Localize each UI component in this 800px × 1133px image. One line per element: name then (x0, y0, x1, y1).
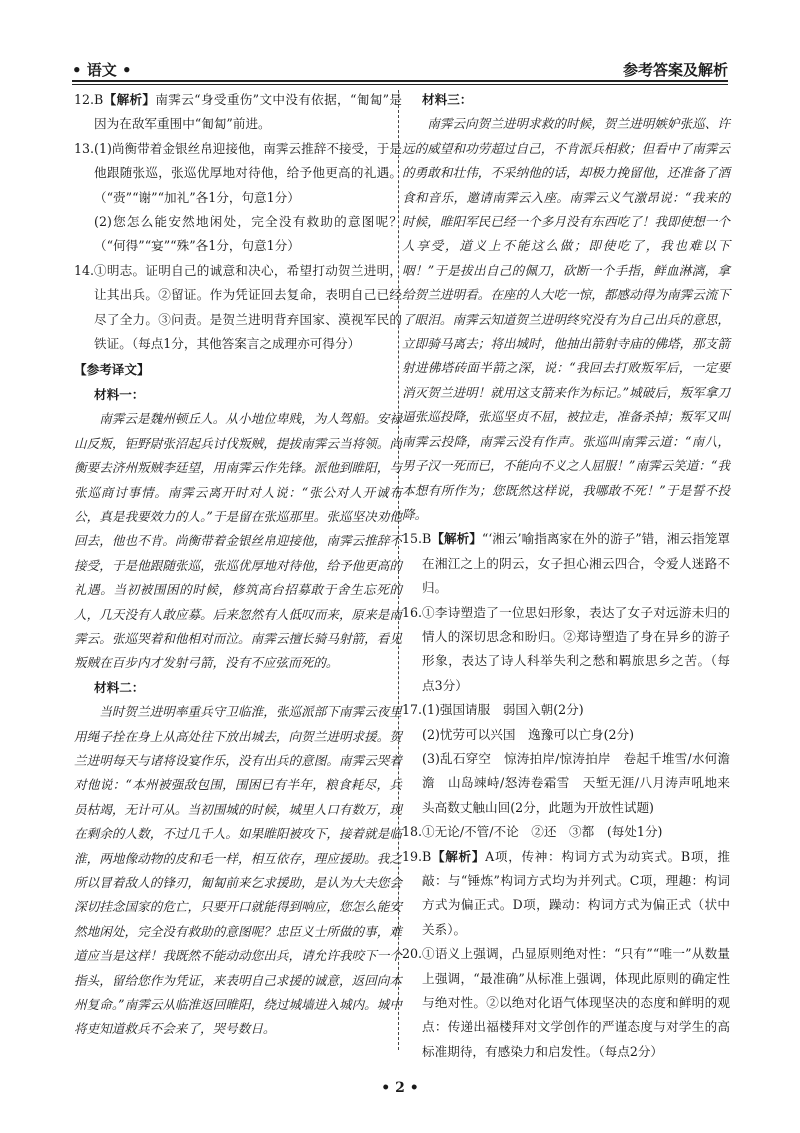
answer-letter: B (422, 848, 432, 864)
question-number: 13. (74, 140, 95, 156)
question-12 (74, 88, 402, 137)
answer-text: “‘湘云’喻指离家在外的游子”错，湘云指笼罩在湘江之上的阴云，女子担心湘云四合，令爱人迷路不归。 (422, 531, 730, 596)
answer-part-1: (1)尚衡带着金银丝帛迎接他，南霁云推辞不接受，于是他跟随张巡，张巡优厚地对待他，给予他更高的礼遇。（“赍”“谢”“加礼”各1分，句意1分） (94, 140, 402, 205)
answer-part-2: (2)您怎么能安然地闲处，完全没有救助的意图呢？（“何得”“宴”“殊”各1分，句意1分） (94, 214, 402, 254)
question-number: 14. (74, 262, 95, 278)
answer-text: 南霁云“身受重伤”文中没有依据，“匍匐”是因为在敌军重围中“匍匐”前进。 (94, 92, 402, 132)
question-number: 17. (402, 702, 423, 718)
material-1-title: 材料一： (94, 386, 145, 402)
page-number: • 2 • (381, 1080, 419, 1096)
question-number: 15. (402, 531, 423, 547)
question-14 (74, 259, 402, 357)
answer-text: ①无论/不管/不论 ②还 ③都 (每处1分) (422, 824, 663, 840)
answer-text: ①明志。证明自己的诚意和决心，希望打动贺兰进明，让其出兵。②留证。作为凭证回去复命，表明自己已经尽了全力。③问责。是贺兰进明背弃国家、漠视军民的铁证。（每点1分，其他答案言之成理亦可得分） (94, 262, 402, 352)
right-column (402, 88, 743, 1064)
analysis-tag: 【解析】 (103, 92, 156, 107)
answer-text: A项，传神：构词方式为动宾式。B项，推敲：与“锤炼”构词方式均为并列式。C项，理趣：构词方式为偏正式。D项，躁动：构词方式为偏正式（状中关系）。 (422, 848, 730, 937)
header-rule (72, 80, 728, 85)
material-3-title: 材料三： (422, 92, 473, 107)
question-18 (402, 820, 730, 844)
answer-letter: B (94, 92, 104, 107)
answer-letter: B (422, 531, 432, 547)
analysis-tag: 【解析】 (431, 531, 482, 547)
question-number: 12. (74, 92, 95, 107)
analysis-tag: 【解析】 (431, 848, 486, 864)
answer-part-3: (3)乱石穿空 惊涛拍岸/惊涛拍岸 卷起千堆雪/水何澹澹 山岛竦峙/怒涛卷霜雪 天堑无涯/八月涛声吼地来 头高数丈触山回(2分，此题为开放性试题) (422, 750, 743, 815)
translation-heading: 【参考译文】 (74, 362, 150, 378)
question-16 (402, 601, 730, 699)
question-13 (74, 137, 402, 259)
page-header (72, 52, 728, 80)
material-3-text: 南霁云向贺兰进明求救的时候，贺兰进明嫉妒张巡、许远的威望和功劳超过自己，不肯派兵相救；但看中了南霁云的勇敢和壮伟，不采纳他的话，却极力挽留他，还准备了酒食和音乐，邀请南霁云入座。南霁云义气激昂说：“我来的时候，睢阳军民已经一个多月没有东西吃了！我即使想一个人享受，道义上不能这么做；即使吃了，我也难以下咽！”于是拔出自己的佩刀，砍断一个手指，鲜血淋漓，拿给贺兰进明看。在座的人大吃一惊，都感动得为南霁云流下了眼泪。南霁云知道贺兰进明终究没有为自己出兵的意思，立即骑马离去；将出城时，他抽出箭射寺庙的佛塔，那支箭射进佛塔砖面半箭之深，说：“我回去打败叛军后，一定要消灭贺兰进明！就用这支箭来作为标记。”城破后，叛军拿刀逼张巡投降，张巡坚贞不屈，被拉走，准备杀掉；叛军又叫南霁云投降，南霁云没有作声。张巡叫南霁云道：“南八，男子汉一死而已，不能向不义之人屈服！”南霁云笑道：“我本想有所作为；您既然这样说，我哪敢不死！”于是誓不投降。 (402, 116, 730, 522)
answer-part-2: (2)忧劳可以兴国 逸豫可以亡身(2分) (422, 726, 635, 742)
question-number: 16. (402, 604, 423, 620)
question-number: 19. (402, 848, 423, 864)
answer-text: ①语义上强调，凸显原则绝对性：“只有”“唯一”从数量上强调，“最准确”从标准上强调，体现此原则的确定性与绝对性。②以绝对化语气体现坚决的态度和鲜明的观点：传递出福楼拜对文学创作的严谨态度与对学生的高标准期待，有感染力和启发性。（每点2分） (422, 946, 730, 1059)
question-19 (402, 845, 730, 943)
subject-label: • 语文 • (72, 61, 132, 79)
answer-part-1: (1)强国请服 弱国入朝(2分) (422, 702, 584, 718)
material-2-title: 材料二： (94, 679, 145, 695)
question-15 (402, 527, 730, 600)
question-number: 20. (402, 946, 423, 962)
question-number: 18. (402, 824, 423, 840)
question-20 (402, 942, 730, 1064)
material-2-text: 当时贺兰进明率重兵守卫临淮，张巡派部下南霁云夜里用绳子拴在身上从高处往下放出城去，向贺兰进明求援。贺兰进明每天与诸将设宴作乐，没有出兵的意图。南霁云哭着对他说：“本州被强敌包围，围困已有半年，粮食耗尽，兵员枯竭，无计可从。当初围城的时候，城里人口有数万，现在剩余的人数，不过几千人。如果睢阳被攻下，接着就是临淮，两地像动物的皮和毛一样，相互依存，理应援助。我之所以冒着敌人的锋刃，匍匐前来乞求援助，是认为大夫您会深切挂念国家的危亡，只要开口就能得到响应，您怎么能安然地闲处，完全没有救助的意图呢？忠臣义士所做的事，难道应当是这样！我既然不能动动您出兵，请允许我咬下一个指头，留给您作为凭证，来表明自己求援的诚意，返回向本州复命。”南霁云从临淮返回睢阳，绕过城墙进入城内。城中将吏知道救兵不会来了，哭号数日。 (74, 704, 402, 1037)
answer-text: ①李诗塑造了一位思妇形象，表达了女子对远游未归的情人的深切思念和盼归。②郑诗塑造了身在异乡的游子形象，表达了诗人科举失利之愁和羁旅思乡之苦。（每点3分） (422, 604, 730, 693)
header-title: 参考答案及解析 (622, 61, 728, 79)
material-1-text: 南霁云是魏州顿丘人。从小地位卑贱，为人驾船。安禄山反叛，钜野尉张沼起兵讨伐叛贼，提拔南霁云当将领。尚衡要去济州叛贼李廷望，用南霁云作先锋。派他到睢阳，与张巡商讨事情。南霁云离开时对人说：“张公对人开诚布公，真是我要效力的人。”于是留在张巡那里。张巡坚决劝他回去，他也不肯。尚衡带着金银丝帛迎接他，南霁云推辞不接受，于是他跟随张巡，张巡优厚地对待他，给予他更高的礼遇。当初被围困的时候，修筑高台招募敢于舍生忘死的人，几天没有人敢应募。后来忽然有人低叹而来，原来是南霁云。张巡哭着和他相对而泣。南霁云擅长骑马射箭，看见叛贼在百步内才发射弓箭，没有不应弦而死的。 (74, 411, 402, 671)
question-17 (402, 698, 743, 820)
left-column (74, 88, 402, 1042)
